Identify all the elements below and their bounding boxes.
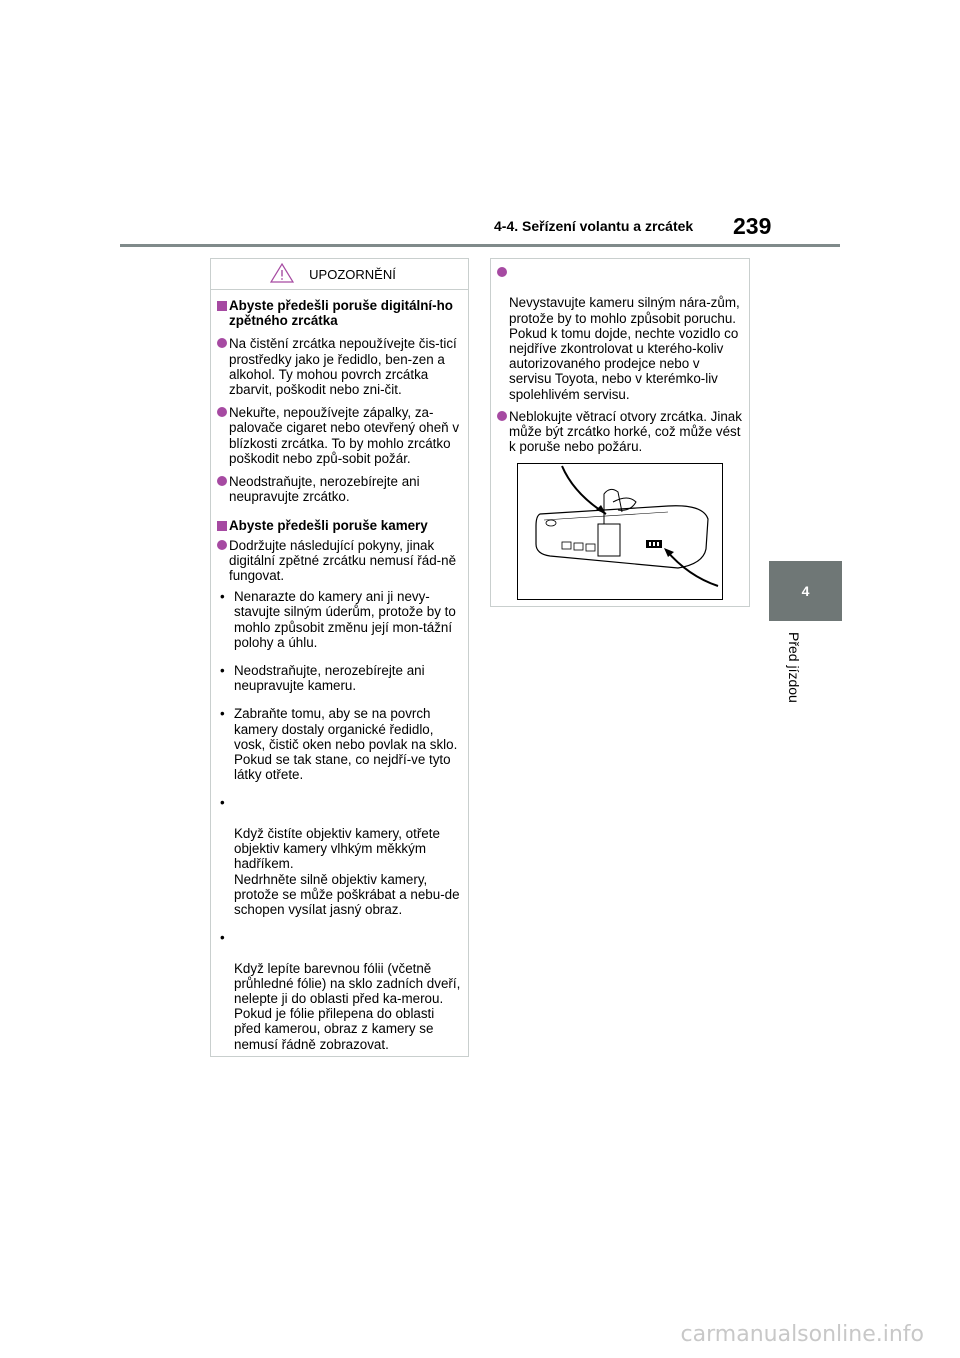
sub-bullet-text: Zabraňte tomu, aby se na povrch kamery dostaly organické ředidlo, vosk, čistič oken nebo povlak na sklo. Pokud se tak stane, co nejdří-ve tyto látky otřete. — [234, 706, 458, 783]
list-item — [497, 265, 744, 402]
warning-header — [211, 259, 468, 290]
section-heading-camera — [217, 518, 463, 533]
list-item — [217, 474, 463, 504]
bullet-glyph: • — [220, 930, 225, 946]
sub-bullet-item — [217, 930, 463, 1052]
sub-bullet-item — [217, 589, 463, 650]
list-item — [217, 336, 463, 397]
bullet-glyph: • — [220, 706, 225, 722]
warning-box — [210, 258, 469, 1057]
watermark: carmanualsonline.info — [680, 1322, 924, 1347]
warning-content — [491, 259, 749, 454]
sub-bullet-text: Neodstraňujte, nerozebírejte ani neupravujte kameru. — [234, 663, 425, 694]
sub-bullet-item — [217, 663, 463, 693]
chapter-tab — [769, 561, 842, 621]
sub-bullet-text: Když lepíte barevnou fólii (včetně průhledné fólie) na sklo zadních dveří, nelepte ji do oblasti před ka-merou. Pokud je fólie přilepena do oblasti před kamerou, obraz z kamery se nemusí řádně zobrazovat. — [234, 960, 461, 1052]
list-item — [217, 405, 463, 466]
round-bullet-icon — [217, 407, 227, 417]
sub-bullet-text: Nenarazte do kamery ani ji nevy-stavujte silným úderům, protože by to mohlo způsobit změnu její mon-tážní polohy a úhlu. — [234, 589, 456, 650]
bullet-glyph: • — [220, 795, 225, 811]
section-heading-mirror — [217, 298, 463, 328]
list-item-text: Na čistění zrcátka nepoužívejte čis-ticí prostředky jako je ředidlo, ben-zen a alkohol. Ty mohou povrch zrcátka zbarvit, poškodit nebo zni-čit. — [229, 336, 457, 398]
section-heading-text: Abyste předešli poruše digitální-ho zpětného zrcátka — [229, 298, 453, 329]
bullet-glyph: • — [220, 663, 225, 679]
round-bullet-icon — [497, 267, 507, 277]
list-item-text: Nekuřte, nepoužívejte zápalky, za-palovače cigaret nebo otevřený oheň v blízkosti zrcátka. To by mohlo zrcátko poškodit nebo způ-sobit požár. — [229, 405, 460, 466]
header-divider — [120, 244, 840, 247]
mirror-illustration-svg — [518, 464, 722, 599]
section-heading-text: Abyste předešli poruše kamery — [229, 518, 428, 534]
round-bullet-icon — [497, 411, 507, 421]
warning-heading: UPOZORNĚNÍ — [309, 266, 396, 282]
bullet-glyph: • — [220, 589, 225, 605]
list-item — [217, 538, 463, 584]
sub-bullet-item — [217, 795, 463, 917]
list-item-text: Dodržujte následující pokyny, jinak digitální zpětné zrcátku nemusí řád-ně fungovat. — [229, 537, 457, 584]
round-bullet-icon — [217, 338, 227, 348]
list-item-text: Nevystavujte kameru silným nára-zům, protože by to mohlo způsobit poruchu. Pokud k tomu dojde, nechte vozidlo co nejdříve zkontrolovat u kterého-koliv autorizovaného prodejce nebo v servisu Toyota, nebo v kterémko-liv spolehlivém servisu. — [509, 295, 740, 402]
page-number: 239 — [733, 213, 772, 239]
list-item-text: Neodstraňujte, nerozebírejte ani neupravujte zrcátko. — [229, 474, 420, 505]
warning-triangle-icon — [269, 262, 295, 287]
round-bullet-icon — [217, 476, 227, 486]
list-item-text: Neblokujte větrací otvory zrcátka. Jinak může být zrcátko horké, což může vést k poruše nebo požáru. — [509, 408, 742, 455]
chapter-number: 4 — [801, 583, 810, 599]
sub-bullet-item — [217, 706, 463, 782]
sub-bullet-text: Když čistíte objektiv kamery, otřete objektiv kamery vlhkým měkkým hadříkem. Nedrhněte silně objektiv kamery, protože se může poškrábat a nebu-de schopen vysílat jasný obraz. — [234, 825, 460, 917]
round-bullet-icon — [217, 540, 227, 550]
chapter-label: Před jízdou — [786, 632, 802, 703]
warning-content — [211, 290, 468, 1052]
list-item — [497, 409, 744, 455]
section-title: 4-4. Seřízení volantu a zrcátek — [494, 218, 694, 234]
square-bullet-icon — [217, 301, 227, 311]
square-bullet-icon — [217, 521, 227, 531]
mirror-vent-illustration — [517, 463, 723, 600]
